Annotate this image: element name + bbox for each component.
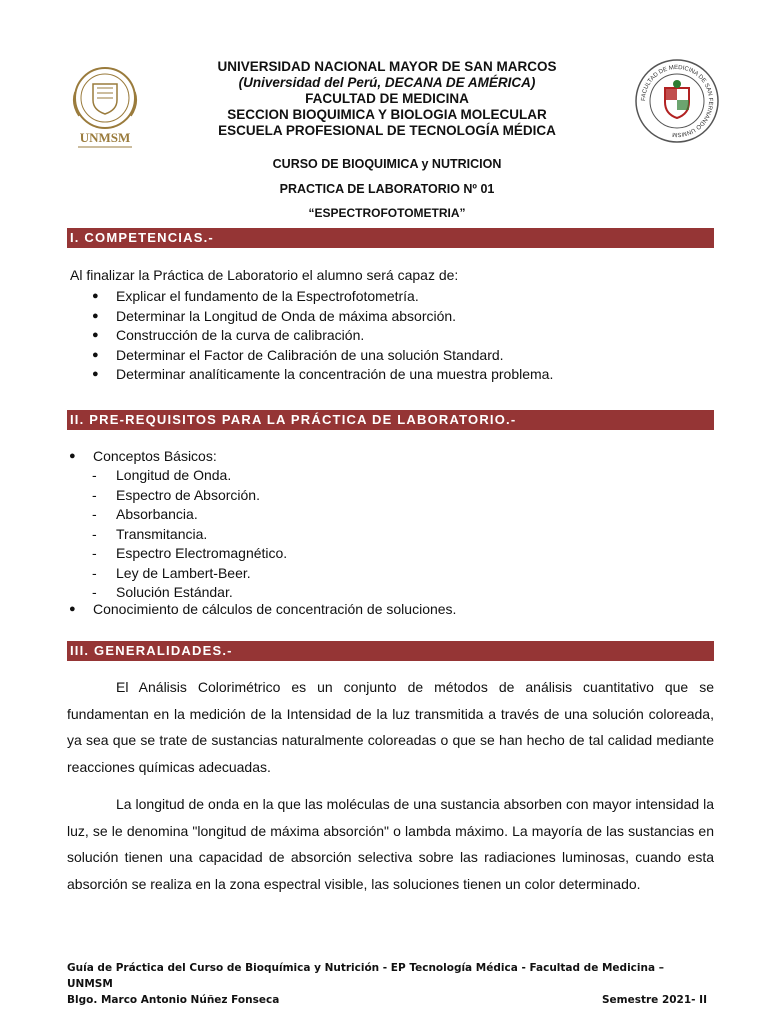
header-line-5: ESCUELA PROFESIONAL DE TECNOLOGÍA MÉDICA — [218, 123, 556, 138]
generalidades-paragraph-2: La longitud de onda en la que las moléculas de una sustancia absorben con mayor intensidad la luz, se le denomina "longitud de máxima absorción" o lambda máximo. La mayoría de las sustancias en solución tienen una capacidad de absorción selectiva sobre las radiaciones luminosas, cuando esta absorción se realiza en la zona espectral visible, las soluciones tienen un color determinado. — [67, 796, 714, 892]
list-item: ● Explicar el fundamento de la Espectrofotometría. — [92, 288, 419, 304]
list-item: - Transmitancia. — [92, 525, 208, 542]
list-item: ● Determinar el Factor de Calibración de una solución Standard. — [92, 346, 504, 363]
list-item: - Absorbancia. — [92, 506, 198, 522]
header-line-1: UNIVERSIDAD NACIONAL MAYOR DE SAN MARCOS — [217, 59, 557, 74]
section-title-generalidades: III. GENERALIDADES.- — [67, 641, 714, 661]
practice-title: PRACTICA DE LABORATORIO Nº 01 — [279, 182, 495, 196]
header-line-3: FACULTAD DE MEDICINA — [305, 91, 469, 106]
unmsm-logo-text: UNMSM — [79, 130, 131, 145]
course-title: CURSO DE BIOQUIMICA y NUTRICION — [272, 157, 502, 171]
list-item: - Espectro Electromagnético. — [92, 545, 288, 561]
list-item: - Espectro de Absorción. — [92, 486, 260, 503]
header-line-4: SECCION BIOQUIMICA Y BIOLOGIA MOLECULAR — [227, 107, 547, 122]
footer-author: Blgo. Marco Antonio Núñez Fonseca — [67, 994, 280, 1006]
practice-topic: “ESPECTROFOTOMETRIA” — [308, 206, 466, 220]
header-line-2: (Universidad del Perú, DECANA DE AMÉRICA) — [238, 75, 536, 90]
list-item: ● Determinar analíticamente la concentración de una muestra problema. — [92, 366, 554, 382]
list-item: ● Construcción de la curva de calibración. — [92, 327, 365, 343]
competencias-intro: Al finalizar la Práctica de Laboratorio el alumno será capaz de: — [70, 267, 459, 283]
prereq-item-1: ● Conceptos Básicos: — [69, 448, 217, 464]
list-item: - Solución Estándar. — [92, 584, 233, 600]
generalidades-paragraph-1: El Análisis Colorimétrico es un conjunto de métodos de análisis cuantitativo que se fundamentan en la medición de la Intensidad de la luz transmitida a través de una solución coloreada, ya sea que se trate de sustancias naturalmente coloreadas o que se han hecho de tal calidad mediante reacciones químicas adecuadas. — [67, 679, 714, 775]
list-item: - Ley de Lambert-Beer. — [92, 564, 251, 581]
prereq-sublist — [92, 466, 288, 603]
competencias-list — [92, 287, 554, 385]
prereq-item-2: ● Conocimiento de cálculos de concentración de soluciones. — [69, 601, 457, 617]
university-header — [0, 59, 768, 139]
section-title-competencias: I. COMPETENCIAS.- — [67, 228, 714, 248]
footer — [67, 960, 707, 1008]
list-item: - Longitud de Onda. — [92, 467, 232, 483]
footer-guide-line: Guía de Práctica del Curso de Bioquímica y Nutrición - EP Tecnología Médica - Facultad de Medicina – UNMSM — [67, 962, 664, 990]
section-title-prerequisitos: II. PRE-REQUISITOS PARA LA PRÁCTICA DE LABORATORIO.- — [67, 410, 714, 430]
faculty-seal-ring-text: FACULTAD DE MEDICINA DE SAN FERNANDO UNMSM — [640, 64, 714, 138]
footer-semester: Semestre 2021- II — [601, 994, 707, 1006]
list-item: ● Determinar la Longitud de Onda de máxima absorción. — [92, 307, 457, 324]
